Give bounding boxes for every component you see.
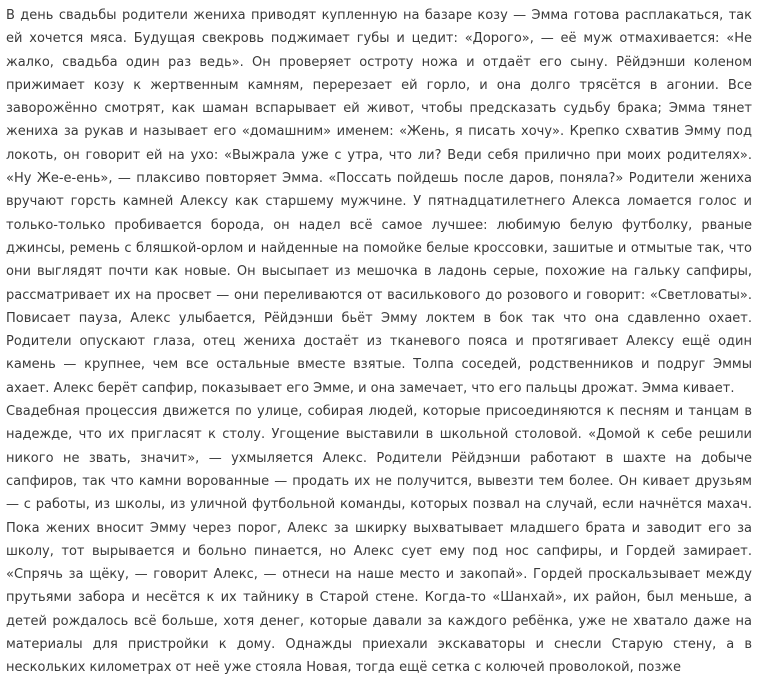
paragraph: Свадебная процессия движется по улице, собирая людей, которые присоединяются к песням и танцам в надежде, что их пригласят к столу. Угощение выставили в школьной столовой. «Домой к себе решили никого не звать, значит», — ухмыляется Алекс. Родители Рёйдэнши работают в шахте на добыче сапфиров, так что камни ворованные — продать их не получится, вывезти тем более. Он кивает друзьям — с работы, из школы, из уличной футбольной команды, которых позвал на случай, если начнётся махач. Пока жених вносит Эмму через порог, Алекс за шкирку выхватывает младшего брата и заводит его за школу, тот вырывается и больно пинается, но Алекс сует ему под нос сапфиры, и Гордей замирает. «Спрячь за щёку, — говорит Алекс, — отнеси на наше место и закопай». Гордей проскальзывает между прутьями забора и несётся к их тайнику в Старой стене. Когда-то «Шанхай», их район, был меньше, а детей рождалось всё больше, хотя денег, которые давали за каждого ребёнка, уже не хватало даже на материалы для пристройки к дому. Однажды приехали экскаваторы и снесли Старую стену, а в нескольких километрах от неё уже стояла Новая, тогда ещё сетка с колючей проволокой, позже — [6, 404, 752, 676]
paragraph: В день свадьбы родители жениха приводят купленную на базаре козу — Эмма готова расплакаться, так ей хочется мяса. Будущая свекровь поджимает губы и цедит: «Дорого», — её муж отмахивается: «Не жалко, свадьба один раз ведь». Он проверяет остроту ножа и отдаёт его сыну. Рёйдэнши коленом прижимает козу к жертвенным камням, перерезает ей горло, и она долго трясётся в агонии. Все заворожённо смотрят, как шаман вспарывает ей живот, чтобы предсказать судьбу брака; Эмма тянет жениха за рукав и называет его «домашним» именем: «Жень, я писать хочу». Крепко схватив Эмму под локоть, он говорит ей на ухо: «Выжрала уже с утра, что ли? Веди себя прилично при моих родителях». «Ну Же-е-ень», — плаксиво повторяет Эмма. «Поссать пойдешь после даров, поняла?» Родители жениха вручают горсть камней Алексу как старшему мужчине. У пятнадцатилетнего Алекса ломается голос и только-только пробивается борода, он надел всё самое лучшее: любимую белую футболку, рваные джинсы, ремень с бляшкой-орлом и найденные на помойке белые кроссовки, зашитые и отмытые так, что они выглядят почти как новые. Он высыпает из мешочка в ладонь серые, похожие на гальку сапфиры, рассматривает их на просвет — они переливаются от василькового до розового и говорит: «Светловаты». Повисает пауза, Алекс улыбается, Рёйдэнши бьёт Эмму локтем в бок так что она сдавленно охает. Родители опускают глаза, отец жениха достаёт из тканевого пояса и протягивает Алексу ещё один камень — крупнее, чем все остальные вместе взятые. Толпа соседей, родственников и подруг Эммы ахает. Алекс берёт сапфир, показывает его Эмме, и она замечает, что его пальцы дрожат. Эмма кивает. — [6, 8, 752, 396]
